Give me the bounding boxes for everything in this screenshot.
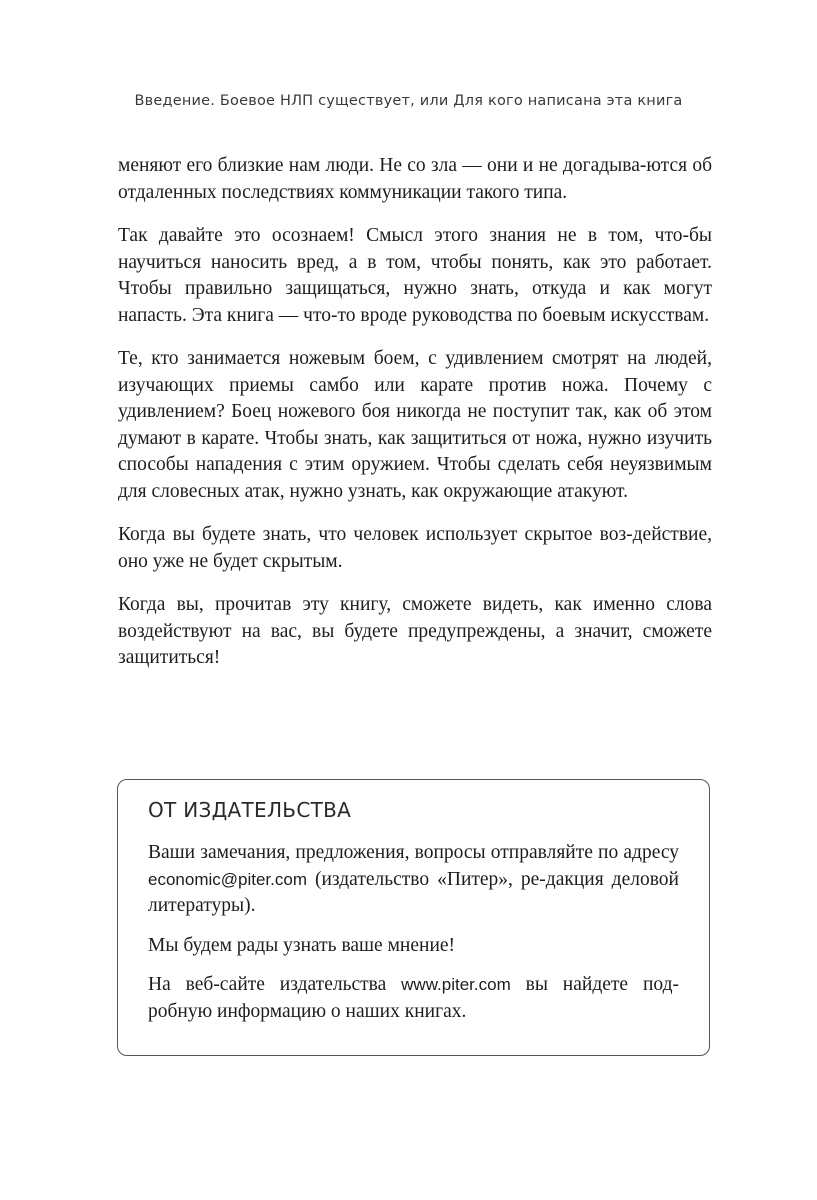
paragraph: Те, кто занимается ножевым боем, с удивлением смотрят на людей, изучающих приемы самбо или карате против ножа. Почему с удивлением? Боец ножевого боя никогда не поступит так, как об этом думают в карате. Чтобы знать, как защититься от ножа, нужно изучить способы нападения с этим оружием. Чтобы сделать себя неуязвимым для словесных атак, нужно узнать, как окружающие атакуют. bbox=[118, 348, 712, 502]
text-segment: Ваши замечания, предложения, вопросы отправляйте по адресу bbox=[148, 842, 679, 863]
running-head: Введение. Боевое НЛП существует, или Для кого написана эта книга bbox=[134, 93, 683, 109]
text-segment: вы найдете под-робную информацию о наших книгах. bbox=[148, 974, 679, 1022]
paragraph: Когда вы, прочитав эту книгу, сможете видеть, как именно слова воздействуют на вас, вы будете предупреждены, а значит, сможете защититься! bbox=[118, 594, 712, 668]
paragraph: меняют его близкие нам люди. Не со зла — они и не догадыва-ются об отдаленных последствиях коммуникации такого типа. bbox=[118, 155, 712, 203]
main-text bbox=[118, 153, 712, 689]
publisher-note-paragraph: Мы будем рады узнать ваше мнение! bbox=[148, 934, 456, 956]
paragraph: Когда вы будете знать, что человек использует скрытое воз-действие, оно уже не будет скрытым. bbox=[118, 524, 712, 572]
publisher-note-body bbox=[148, 840, 679, 1025]
email-link[interactable]: economic@piter.com bbox=[148, 869, 307, 889]
publisher-note-paragraph bbox=[148, 972, 679, 1025]
paragraph: Так давайте это осознаем! Смысл этого знания не в том, что-бы научиться наносить вред, а в том, чтобы понять, как это работает. Чтобы правильно защищаться, нужно знать, откуда и как могут напасть. Эта книга — что-то вроде руководства по боевым искусствам. bbox=[118, 225, 712, 326]
publisher-note-title: ОТ ИЗДАТЕЛЬСТВА bbox=[148, 798, 352, 822]
publisher-note-paragraph bbox=[148, 840, 679, 920]
text-segment: (издательство «Питер», ре-дакция деловой литературы). bbox=[148, 868, 679, 916]
text-segment: На веб-сайте издательства bbox=[148, 974, 402, 995]
publisher-note-box bbox=[117, 779, 710, 1056]
website-link[interactable]: www.piter.com bbox=[401, 975, 511, 994]
